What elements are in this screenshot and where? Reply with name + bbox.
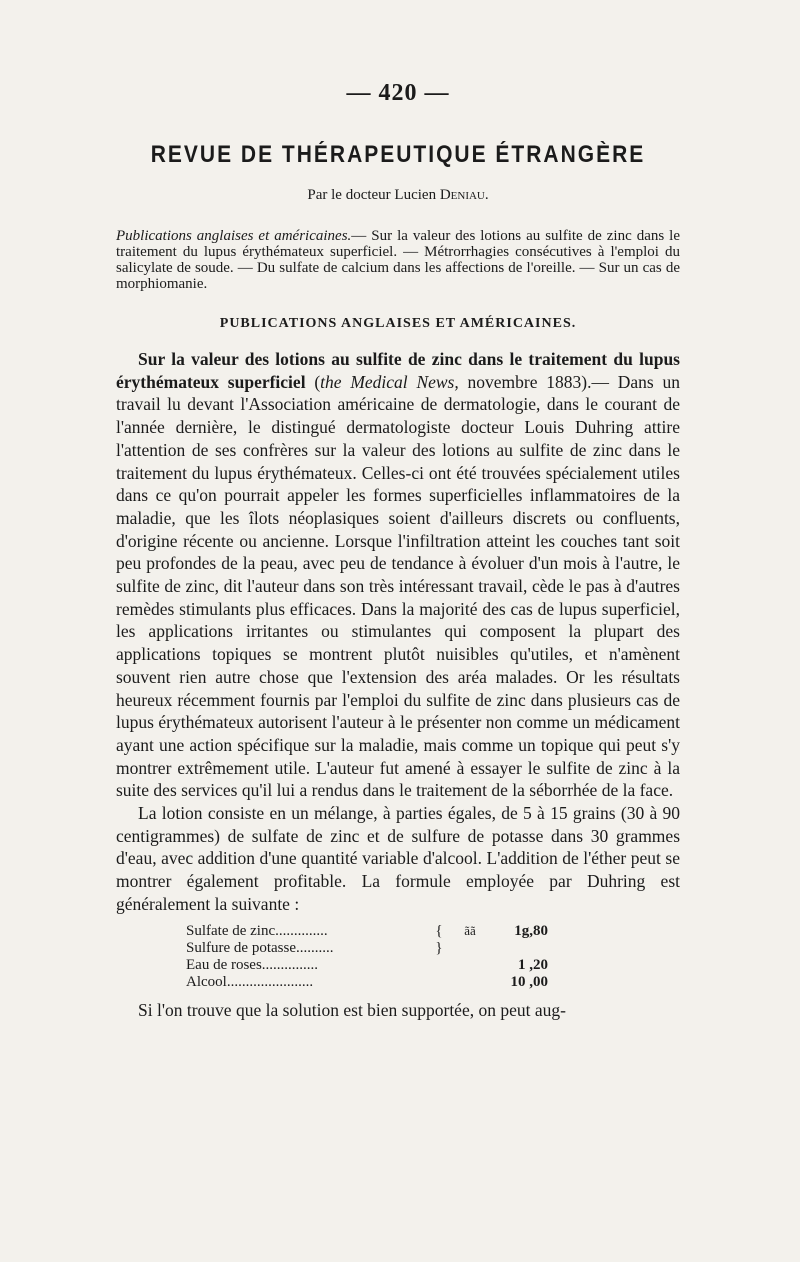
summary-lead: Publications anglaises et américaines. <box>116 228 352 244</box>
page-number: — 420 — <box>346 80 450 106</box>
brace: } <box>435 939 443 956</box>
formula-row <box>186 957 680 974</box>
section-heading: PUBLICATIONS ANGLAISES ET AMÉRICAINES. <box>219 316 577 331</box>
closing-line: Si l'on trouve que la solution est bien supportée, on peut aug- <box>138 999 566 1020</box>
citation-close: novembre 1883). <box>458 371 592 392</box>
article-lead: Sur la valeur des lotions au sulfite de zinc dans le traitement du lupus érythémateux superficiel <box>116 349 680 392</box>
page-title: REVUE DE THÉRAPEUTIQUE ÉTRANGÈRE <box>150 141 646 168</box>
ingredient-name: Sulfure de potasse.......... <box>186 939 334 956</box>
formula-row <box>186 974 680 991</box>
page <box>116 80 680 1021</box>
journal-name: the Medical News, <box>320 371 459 392</box>
author-name: Deniau. <box>439 187 489 203</box>
ingredient-name: Sulfate de zinc.............. <box>186 922 328 939</box>
formula-row <box>186 940 680 957</box>
paragraph-1 <box>116 348 680 802</box>
formula-table <box>186 922 680 991</box>
byline-prefix: Par le docteur Lucien <box>307 187 440 203</box>
ingredient-quantity: 1 ,20 <box>518 956 548 973</box>
summary-text: — Sur la valeur des lotions au sulfite de zinc dans le traitement du lupus érythémateux superficiel. — Métrorrhagies consécutives à l'emploi du salicylate de soude. — Du sulfate de calcium dans les affections de l'oreille. — Sur un cas de morphiomanie. <box>116 228 681 292</box>
ingredient-quantity: 10 ,00 <box>510 973 548 990</box>
paragraph-2: La lotion consiste en un mélange, à parties égales, de 5 à 15 grains (30 à 90 centigrammes) de sulfate de zinc et de sulfure de potasse dans 30 grammes d'eau, avec addition d'une quantité variable d'alcool. L'addition de l'éther peut se montrer également profitable. La formule employée par Duhring est généralement la suivante : <box>116 803 680 914</box>
formula-row <box>186 922 680 940</box>
brace: { <box>435 922 443 939</box>
summary <box>116 228 680 292</box>
ingredient-quantity: 1g,80 <box>514 922 548 939</box>
byline <box>116 187 680 204</box>
paragraph-1-text: — Dans un travail lu devant l'Association américaine de dermatologie, dans le courant de l'année dernière, le distingué dermatologiste docteur Louis Duhring attire l'attention de ses confrères sur la valeur des lotions au sulfite de zinc dans le traitement du lupus érythémateux. Celles-ci ont été trouvées spécialement utiles dans ce qu'on pourrait appeler les formes superficielles inflammatoires de la maladie, que les îlots néoplasiques soient d'ailleurs discrets ou confluents, d'origine récente ou ancienne. Lorsque l'infiltration atteint les couches tant soit peu profondes de la peau, avec peu de tendance à évoluer d'un mois à l'autre, le sulfite de zinc, dit l'auteur dans son très intéressant travail, cède le pas à d'autres remèdes stimulants plus efficaces. Dans la majorité des cas de lupus superficiel, les applications irritantes ou stimulantes qui composent la plupart des applications topiques se montrent plutôt nuisibles qu'utiles, et n'amènent souvent rien autre chose que l'extension des aréa malades. Or les résultats heureux récemment fournis par l'emploi du sulfite de zinc dans plusieurs cas de lupus érythémateux autorisent l'auteur à le présenter non comme un médicament ayant une action spécifique sur la maladie, mais comme un topique qui peut s'y montrer extrêmement utile. L'auteur fut amené à essayer le sulfite de zinc à la suite des services qu'il lui a rendus dans le traitement de la séborrhée de la face. <box>116 371 681 801</box>
ingredient-name: Alcool....................... <box>186 973 314 990</box>
ana-symbol: ãã <box>464 922 476 938</box>
article-body <box>116 348 680 916</box>
citation-open: ( <box>305 371 321 392</box>
ingredient-name: Eau de roses............... <box>186 956 319 973</box>
